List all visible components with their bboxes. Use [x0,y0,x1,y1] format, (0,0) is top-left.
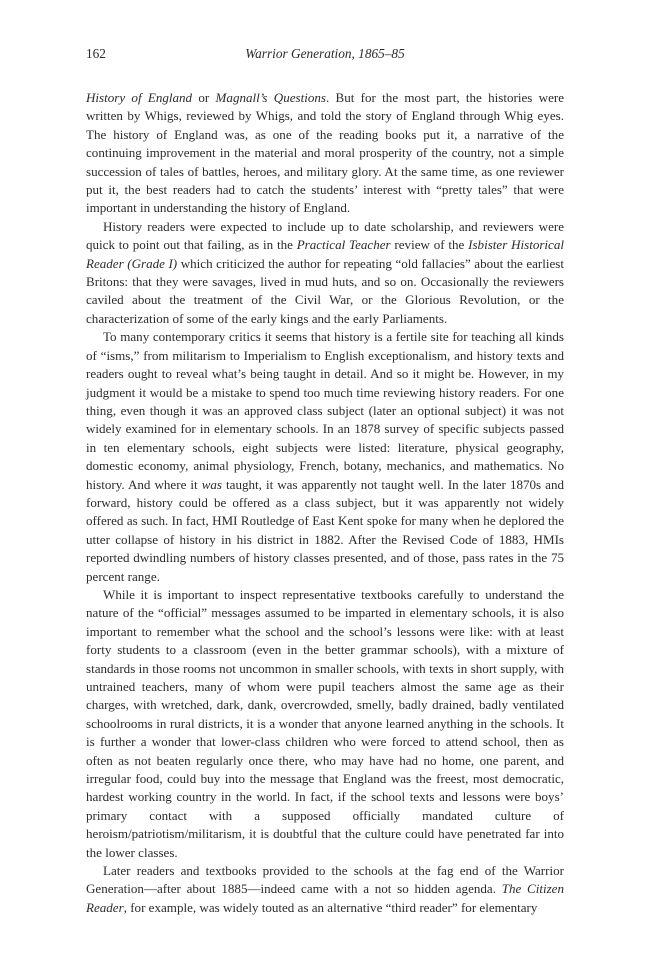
text-run: or [192,90,216,105]
paragraph [86,218,564,328]
running-title: Warrior Generation, 1865–85 [245,46,405,61]
text-run: review of the [390,237,469,253]
text-run: Later readers and textbooks provided to the schools at the fag end of the Warrior Generation—after about 1885—indeed came with a not so hidden agenda. [86,863,564,897]
paragraph [86,89,564,218]
italic-text: Practical Teacher [296,237,391,253]
italic-text: Isbister Historical Reader (Grade I) [86,237,564,271]
text-run: While it is important to inspect representative textbooks carefully to understand the nature of the “official” messages assumed to be imparted in elementary schools, it is also important to remember what the school and the school’s lessons were like: with at least forty students to a classroom (even in the better grammar schools), with a mixture of standards in those rooms not uncommon in smaller schools, with texts in short supply, with untrained teachers, many of whom were pupil teachers almost the same age as their charges, with wretched, dark, dank, overcrowded, smelly, badly drained, badly ventilated schoolrooms in rural districts, it is a wonder that anyone learned anything in the schools. It is further a wonder that lower-class children who were forced to attend school, then as often as not beaten regularly once there, who may have had no home, one parent, and irregular food, could buy into the message that England was the freest, most democratic, hardest working country in the world. In fact, if the school texts and lessons were boys’ primary contact with a supposed officially mandated culture of heroism/patriotism/militarism, it is doubtful that the culture could have penetrated far into the lower classes. [86,586,564,860]
paragraph [86,328,564,586]
text-run: History readers were expected to include up to date scholarship, and reviewers were quick to point out that failing, as in the [86,218,564,253]
text-run: , for example, was widely touted as an alternative “third reader” for elementary [123,899,538,915]
italic-text: was [201,476,223,492]
italic-text: The Citizen Reader [86,881,564,915]
italic-text: Magnall’s Questions [215,90,326,105]
text-run: taught, it was apparently not taught well. In the later 1870s and forward, history could be offered as a class subject, but it was apparently not widely offered as such. In fact, HMI Routledge of East Kent spoke for many when he deplored the utter collapse of history in his district in 1882. After the Revised Code of 1883, HMIs reported dwindling numbers of history classes presented, and of those, pass rates in the 75 percent range. [86,476,564,584]
paragraph [86,586,564,862]
running-head [86,45,564,63]
text-run: To many contemporary critics it seems that history is a fertile site for teaching all kinds of “isms,” from militarism to Imperialism to English exceptionalism, and history texts and readers ought to reveal what’s being taught in detail. And so it might be. However, in my judgment it would be a mistake to spend too much time reviewing history readers. For one thing, even though it was an approved class subject (later an optional subject) it was not widely examined for in elementary schools. In an 1878 survey of specific subjects passed in ten elementary schools, eight subjects were listed: literature, physical geography, domestic economy, animal physiology, French, botany, mechanics, and mathematics. No history. And where it [86,329,564,492]
text-run: . But for the most part, the histories were written by Whigs, reviewed by Whigs, and told the story of England through Whig eyes. The history of England was, as one of the reading books put it, a narrative of the continuing improvement in the material and moral prosperity of the country, not a simple succession of tales of battles, heroes, and military glory. At the same time, as one reviewer put it, the best readers had to catch the students’ interest with “pretty tales” that were important in understanding the history of England. [86,90,564,216]
text-run: which criticized the author for repeating “old fallacies” about the earliest Britons: that they were savages, lived in mud huts, and so on. Occasionally the reviewers caviled about the treatment of the Civil War, or the Glorious Revolution, or the characterization of some of the early kings and the early Parliaments. [86,255,564,326]
italic-text: History of England [86,90,193,105]
paragraph [86,862,564,917]
body-text [86,89,564,917]
page-number: 162 [86,46,106,61]
